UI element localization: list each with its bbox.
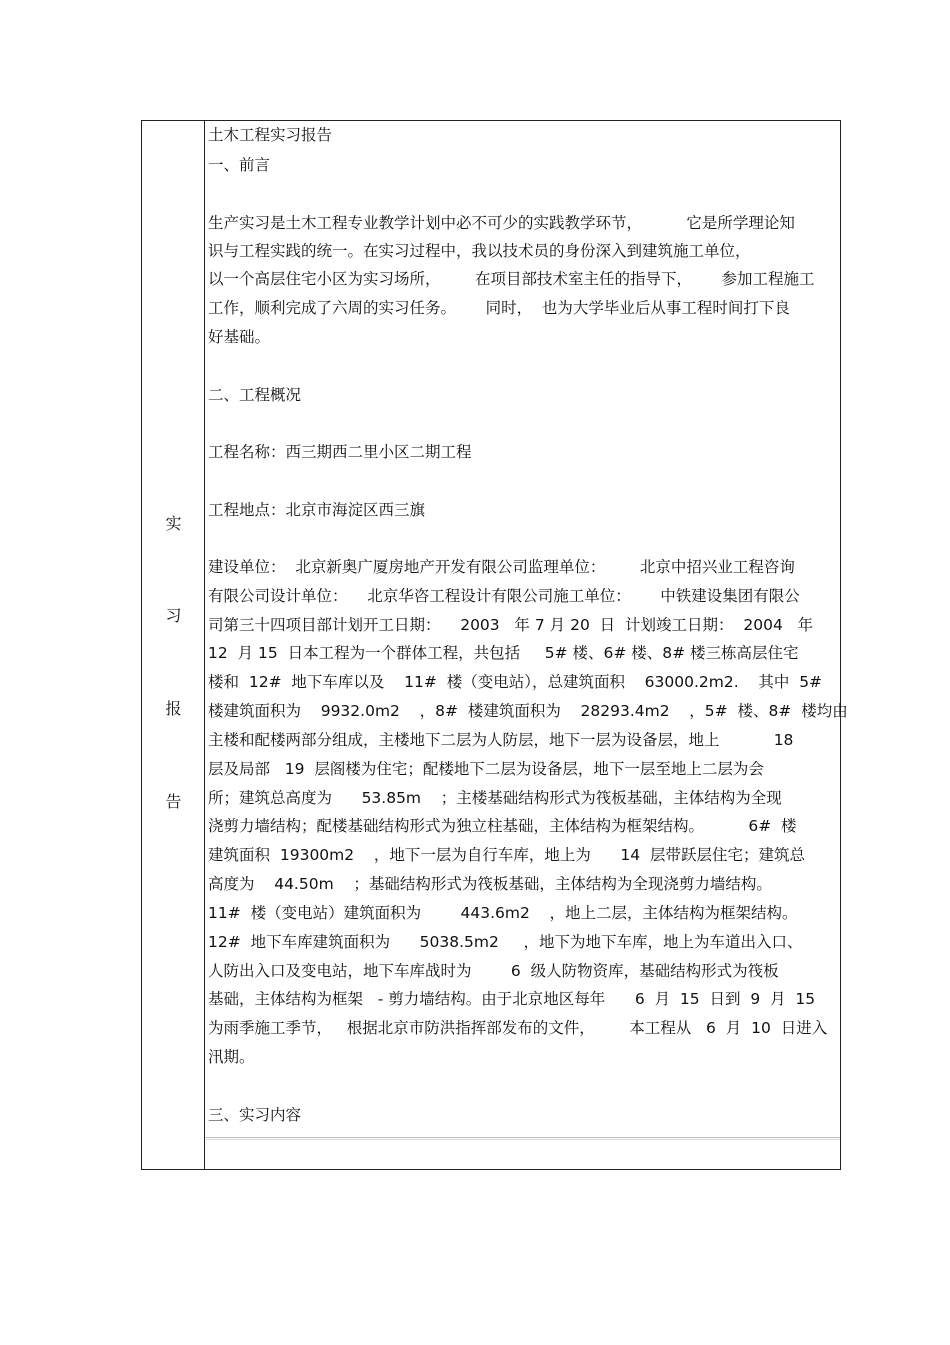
side-char-3: 报 (165, 699, 182, 718)
paragraph-line: 所；建筑总高度为 53.85m ；主楼基础结构形式为筏板基础，主体结构为全现 (208, 789, 782, 807)
side-label-column (142, 121, 205, 1169)
paragraph-line: 楼建筑面积为 9932.0m2 ，8# 楼建筑面积为 28293.4m2 ，5# 楼、8# 楼均由 (208, 702, 848, 720)
report-table (141, 120, 848, 1170)
paragraph-line: 工作，顺利完成了六周的实习任务。 同时， 也为大学毕业后从事工程时间打下良 (208, 299, 790, 317)
paragraph-line: 以一个高层住宅小区为实习场所， 在项目部技术室主任的指导下， 参加工程施工 (208, 270, 815, 288)
paragraph-line: 好基础。 (208, 328, 271, 346)
paragraph-line: 层及局部 19 层阁楼为住宅；配楼地下二层为设备层，地下一层至地上二层为会 (208, 760, 764, 778)
paragraph-line: 汛期。 (208, 1048, 255, 1066)
paragraph-line: 11# 楼（变电站）建筑面积为 443.6m2 ，地上二层，主体结构为框架结构。 (208, 904, 798, 922)
paragraph-line: 浇剪力墙结构；配楼基础结构形式为独立柱基础，主体结构为框架结构。 6# 楼 (208, 817, 797, 835)
paragraph-line: 建设单位： 北京新奥广厦房地产开发有限公司监理单位： 北京中招兴业工程咨询 (208, 558, 795, 576)
paragraph-line: 司第三十四项目部计划开工日期： 2003 年 7 月 20 日 计划竣工日期： 2004 年 (208, 616, 814, 634)
report-content (206, 121, 848, 1136)
section-heading-2: 二、工程概况 (208, 386, 302, 404)
project-location: 工程地点：北京市海淀区西三旗 (208, 501, 426, 519)
report-title: 土木工程实习报告 (208, 126, 333, 144)
project-name: 工程名称：西三期西二里小区二期工程 (208, 443, 472, 461)
section-heading-3: 三、实习内容 (208, 1106, 302, 1124)
paragraph-line: 生产实习是土木工程专业教学计划中必不可少的实践教学环节， 它是所学理论知 (208, 214, 795, 232)
paragraph-line: 建筑面积 19300m2 ，地下一层为自行车库，地上为 14 层带跃层住宅；建筑总 (208, 846, 805, 864)
paragraph-line: 有限公司设计单位： 北京华咨工程设计有限公司施工单位： 中铁建设集团有限公 (208, 587, 800, 605)
divider (206, 1137, 840, 1138)
side-char-4: 告 (165, 792, 182, 811)
divider (206, 1139, 840, 1140)
side-char-2: 习 (165, 606, 182, 625)
paragraph-line: 高度为 44.50m ；基础结构形式为筏板基础，主体结构为全现浇剪力墙结构。 (208, 875, 772, 893)
paragraph-line: 12 月 15 日本工程为一个群体工程，共包括 5# 楼、6# 楼、8# 楼三栋高层住宅 (208, 644, 799, 662)
side-char-1: 实 (165, 514, 182, 533)
paragraph-line: 基础，主体结构为框架 - 剪力墙结构。由于北京地区每年 6 月 15 日到 9 月 15 (208, 990, 816, 1008)
paragraph-line: 楼和 12# 地下车库以及 11# 楼（变电站），总建筑面积 63000.2m2. 其中 5# (208, 673, 823, 691)
section-heading-1: 一、前言 (208, 156, 271, 174)
paragraph-line: 人防出入口及变电站，地下车库战时为 6 级人防物资库，基础结构形式为筏板 (208, 962, 779, 980)
paragraph-line: 为雨季施工季节， 根据北京市防洪指挥部发布的文件， 本工程从 6 月 10 日进入 (208, 1019, 828, 1037)
paragraph-line: 识与工程实践的统一。在实习过程中，我以技术员的身份深入到建筑施工单位， (208, 242, 751, 260)
paragraph-line: 主楼和配楼两部分组成，主楼地下二层为人防层，地下一层为设备层，地上 18 (208, 731, 794, 749)
paragraph-line: 12# 地下车库建筑面积为 5038.5m2 ，地下为地下车库，地上为车道出入口、 (208, 933, 803, 951)
